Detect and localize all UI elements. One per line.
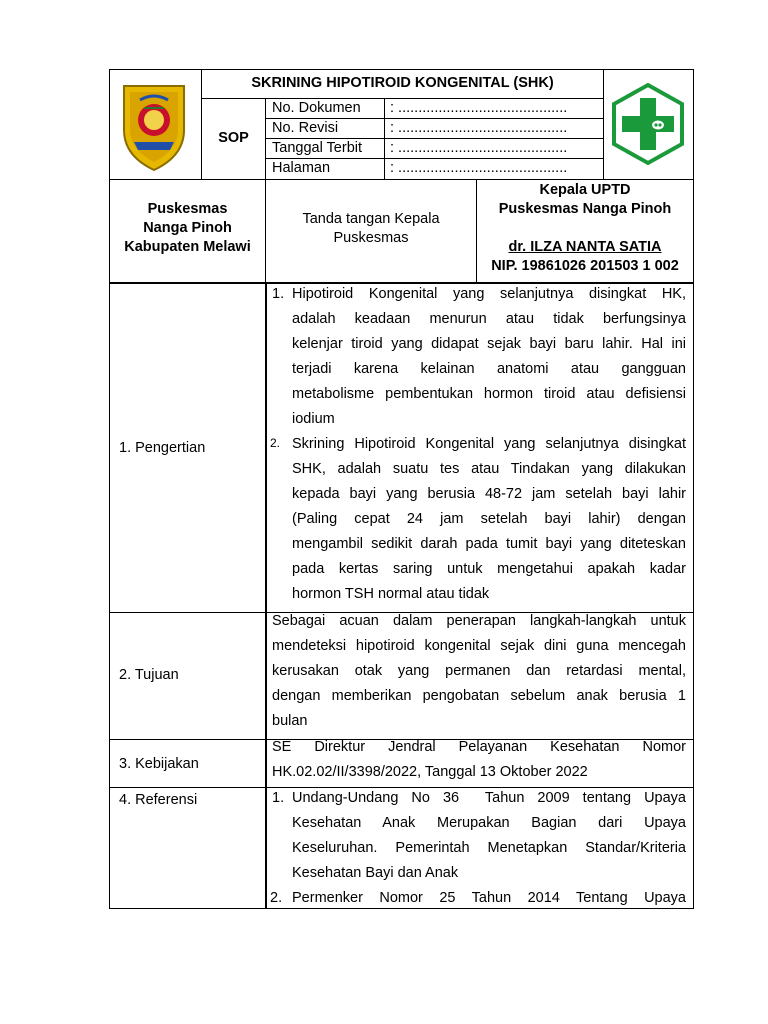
meta-label-no-dokumen: No. Dokumen bbox=[272, 100, 361, 116]
text-line: Hipotiroid Kongenital yang selanjutnya disingkat HK, bbox=[292, 286, 686, 302]
meta-label-no-revisi: No. Revisi bbox=[272, 120, 339, 136]
document-title: SKRINING HIPOTIROID KONGENITAL (SHK) bbox=[251, 75, 554, 91]
text-line: metabolisme pembentukan hormon tiroid atau defisiensi bbox=[292, 386, 686, 402]
meta-label-tanggal-terbit: Tanggal Terbit bbox=[272, 140, 363, 156]
text-line: SE Direktur Jendral Pelayanan Kesehatan Nomor bbox=[272, 739, 686, 755]
text-line: iodium bbox=[292, 411, 335, 427]
org-line-3: Kabupaten Melawi bbox=[124, 239, 251, 255]
text-line: bulan bbox=[272, 713, 308, 729]
org-line-1: Puskesmas bbox=[147, 201, 228, 217]
health-cross-logo bbox=[611, 82, 685, 166]
text-line: Sebagai acuan dalam penerapan langkah-langkah untuk bbox=[272, 613, 686, 629]
text-line: kepada bayi yang berusia 48-72 jam setelah bayi lahir bbox=[292, 486, 686, 502]
head-title-line-1: Kepala UPTD bbox=[539, 182, 631, 198]
section-label-kebijakan: 3. Kebijakan bbox=[119, 756, 199, 772]
org-line-2: Nanga Pinoh bbox=[143, 220, 232, 236]
meta-label-halaman: Halaman bbox=[272, 160, 331, 176]
sop-label: SOP bbox=[218, 130, 249, 146]
text-line: terjadi karena kelainan anatomi atau gangguan bbox=[292, 361, 686, 377]
text-line: kelenjar tiroid yang didapat sejak bayi baru lahir. Hal ini bbox=[292, 336, 686, 352]
list-number: 2. bbox=[270, 436, 281, 450]
head-nip: NIP. 19861026 201503 1 002 bbox=[491, 258, 679, 274]
sign-text-line-1: Tanda tangan Kepala bbox=[302, 211, 440, 227]
list-number: 1. bbox=[272, 286, 285, 302]
text-line: HK.02.02/II/3398/2022, Tanggal 13 Oktober 2022 bbox=[272, 764, 588, 780]
text-line: (Paling cepat 24 jam setelah bayi lahir) dengan bbox=[292, 511, 686, 527]
text-line: Kesehatan Bayi dan Anak bbox=[292, 865, 459, 881]
text-line: dengan memberikan pengobatan sebelum anak berusia 1 bbox=[272, 688, 686, 704]
meta-value-no-revisi: : .......................................... bbox=[390, 120, 568, 136]
sign-text-line-2: Puskesmas bbox=[333, 230, 409, 246]
text-line: Keseluruhan. Pemerintah Menetapkan Standar/Kriteria bbox=[292, 840, 686, 856]
text-line: Permenker Nomor 25 Tahun 2014 Tentang Upaya bbox=[292, 890, 686, 906]
text-line: Undang-Undang No 36 Tahun 2009 tentang Upaya bbox=[292, 790, 686, 806]
text-line: mendeteksi hipotiroid kongenital sejak dini guna mencegah bbox=[272, 638, 686, 654]
meta-value-tanggal-terbit: : .......................................... bbox=[390, 140, 568, 156]
section-label-referensi: 4. Referensi bbox=[119, 792, 198, 808]
text-line: SHK, adalah suatu tes atau Tindakan yang dilakukan bbox=[292, 461, 686, 477]
list-number: 2. bbox=[270, 890, 283, 906]
section-label-tujuan: 2. Tujuan bbox=[119, 667, 179, 683]
text-line: kerusakan otak yang permanen dan retardasi mental, bbox=[272, 663, 686, 679]
text-line: Skrining Hipotiroid Kongenital yang selanjutnya disingkat bbox=[292, 436, 686, 452]
list-number: 1. bbox=[272, 790, 285, 806]
text-line: mengambil sedikit darah pada tumit bayi yang diteteskan bbox=[292, 536, 686, 552]
section-label-pengertian: 1. Pengertian bbox=[119, 440, 206, 456]
meta-value-halaman: : .......................................... bbox=[390, 160, 568, 176]
text-line: pada kertas saring untuk mengetahui apakah kadar bbox=[292, 561, 686, 577]
text-line: Kesehatan Anak Merupakan Bagian dari Upaya bbox=[292, 815, 686, 831]
regional-emblem-logo bbox=[118, 80, 190, 172]
head-title-line-2: Puskesmas Nanga Pinoh bbox=[498, 201, 672, 217]
head-name: dr. ILZA NANTA SATIA bbox=[508, 239, 662, 255]
text-line: hormon TSH normal atau tidak bbox=[292, 586, 490, 602]
text-line: adalah keadaan menurun atau tidak berfungsinya bbox=[292, 311, 686, 327]
meta-value-no-dokumen: : .......................................... bbox=[390, 100, 568, 116]
